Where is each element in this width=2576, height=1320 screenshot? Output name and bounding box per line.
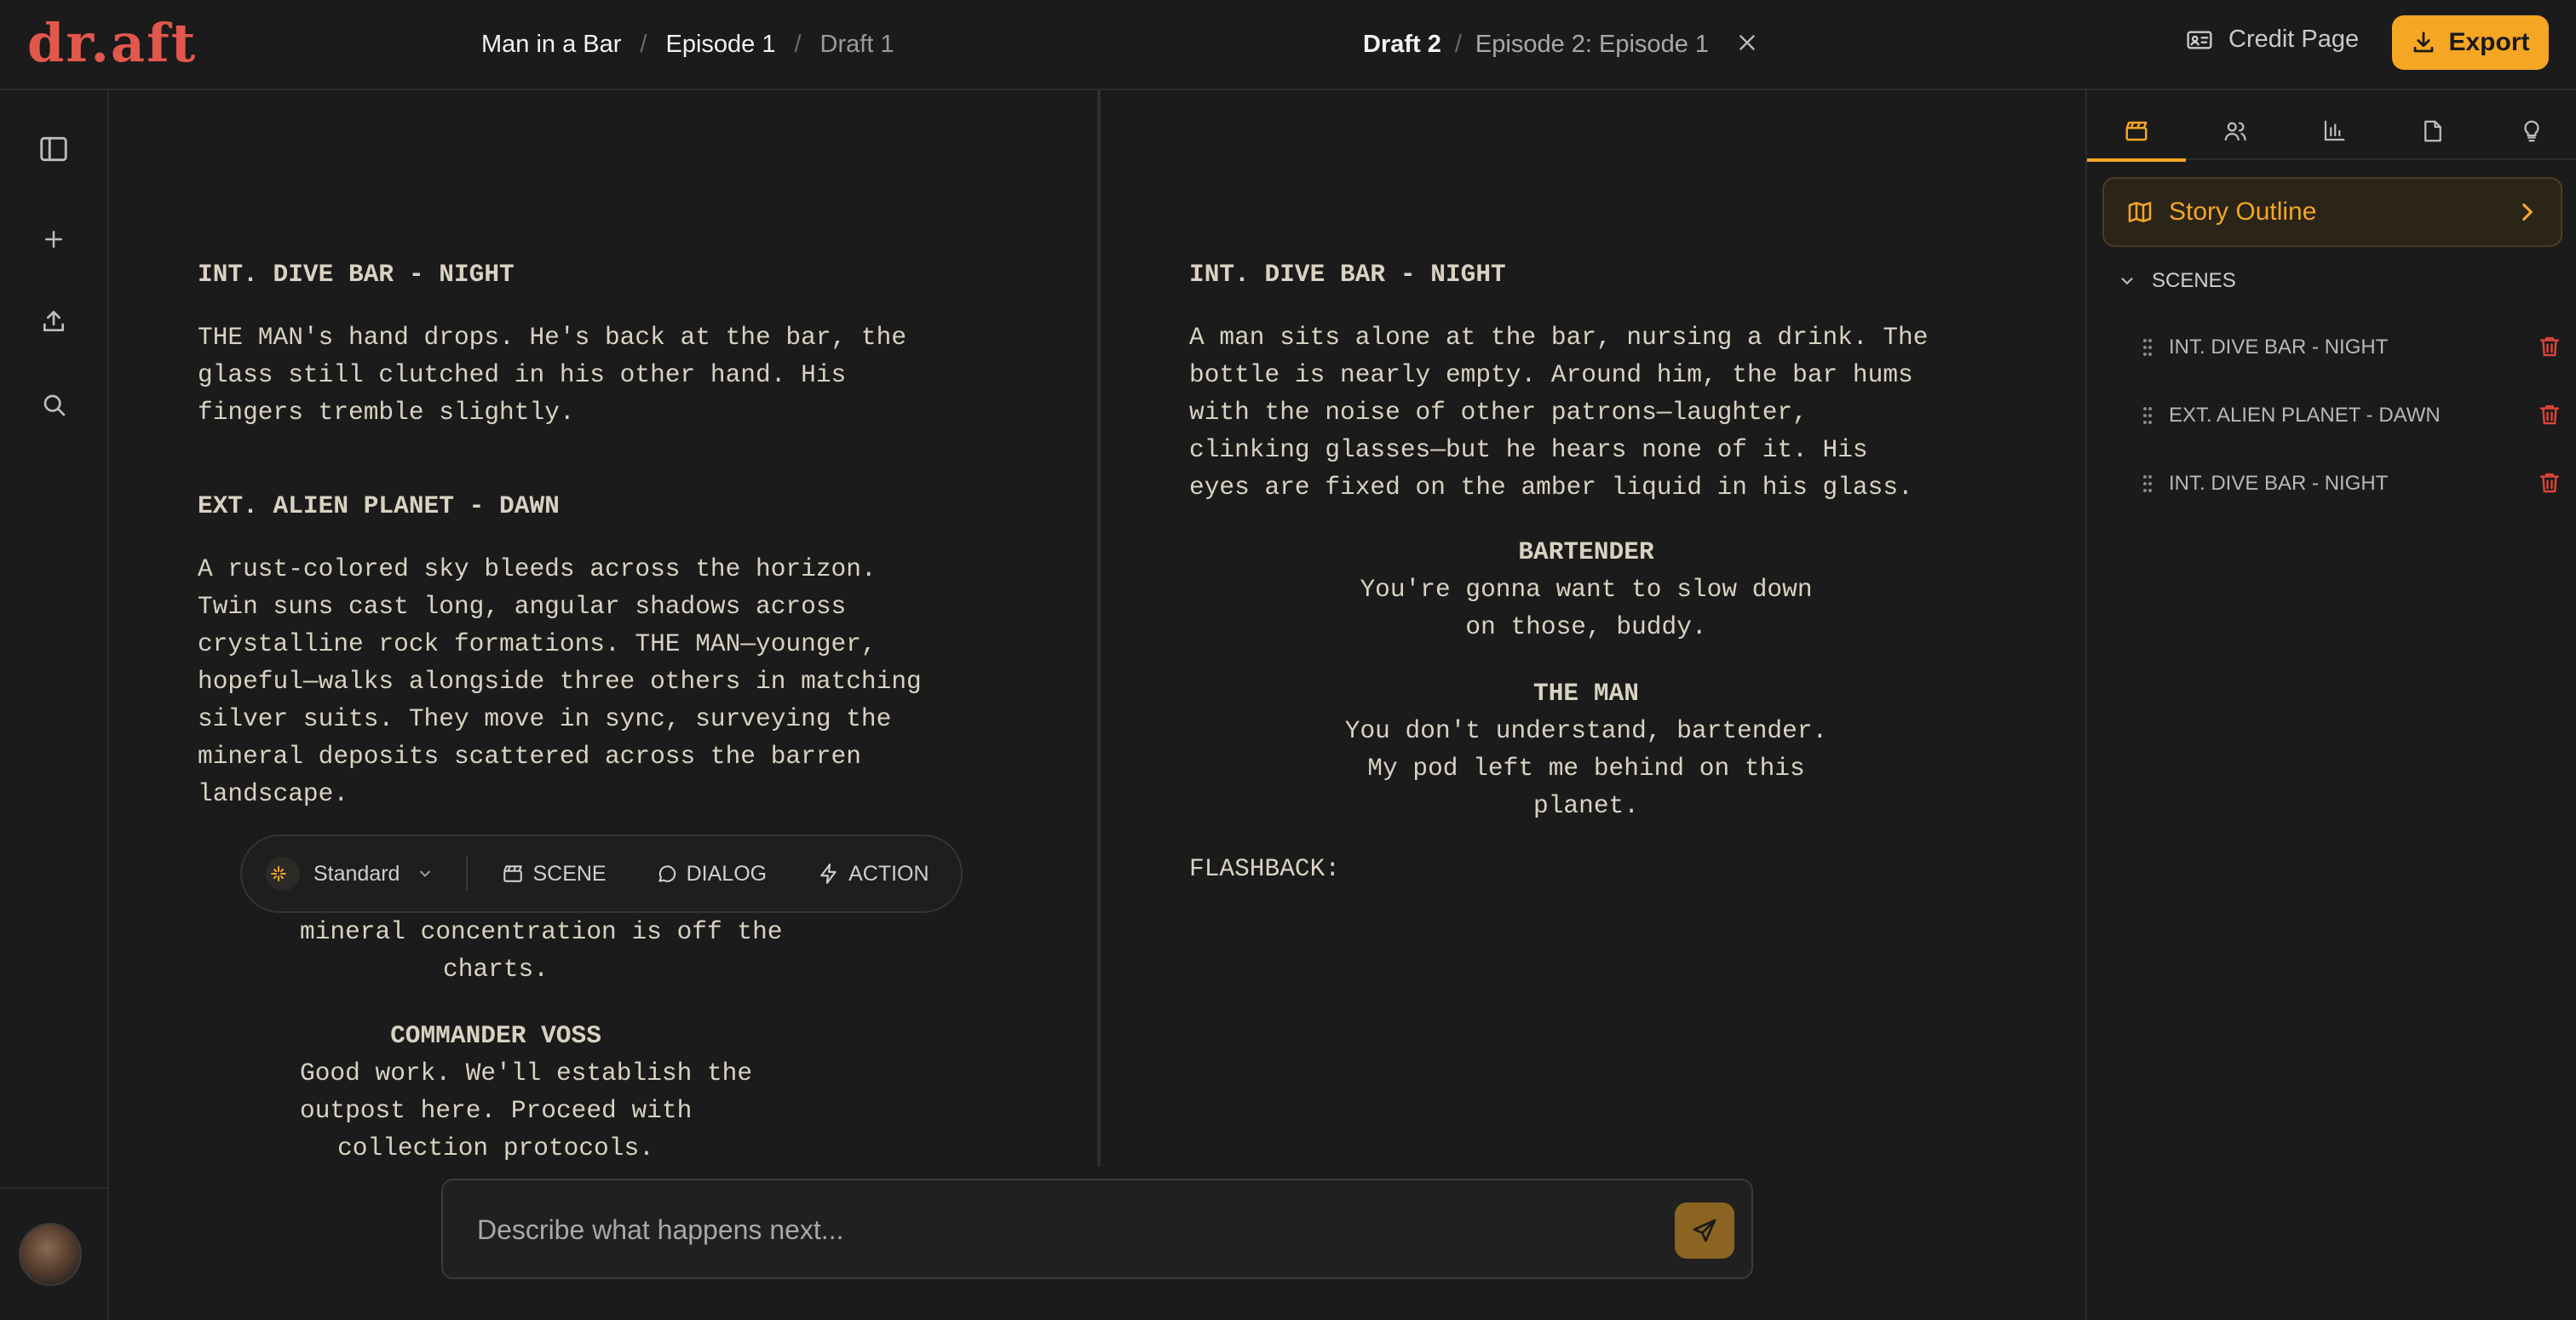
send-button[interactable] [1675, 1202, 1734, 1259]
dialog-block[interactable]: Good work. We'll establish the outpost here. Proceed with collection protocols. [300, 1059, 753, 1162]
search-icon[interactable] [34, 385, 73, 424]
scene-label: SCENE [532, 861, 607, 886]
bar-chart-icon [2321, 118, 2347, 144]
breadcrumb-project[interactable]: Man in a Bar [481, 31, 622, 58]
clapperboard-icon [502, 863, 524, 885]
story-outline-label: Story Outline [2169, 198, 2317, 226]
dialog-block[interactable]: mineral concentration is off the charts. [300, 917, 783, 984]
breadcrumb-separator: / [1454, 31, 1462, 58]
action-format-button[interactable] [767, 836, 929, 911]
lightbulb-icon [2519, 118, 2544, 144]
chevron-down-icon [417, 865, 434, 882]
trash-icon[interactable] [2537, 470, 2562, 496]
trash-icon[interactable] [2537, 334, 2562, 359]
chevron-down-icon [2118, 272, 2136, 290]
scene-list-item[interactable] [2118, 390, 2562, 441]
top-bar [0, 0, 2576, 90]
trash-icon[interactable] [2537, 402, 2562, 428]
lightning-icon [818, 863, 840, 885]
id-card-icon [2186, 26, 2213, 54]
left-rail [0, 90, 109, 1320]
drag-handle-icon[interactable] [2142, 473, 2153, 495]
tab-analytics[interactable] [2285, 106, 2383, 157]
plus-icon[interactable] [34, 220, 73, 259]
chevron-right-icon [2513, 198, 2542, 233]
draft-2-editor[interactable] [1101, 90, 2084, 1167]
scene-item-label: INT. DIVE BAR - NIGHT [2169, 336, 2389, 359]
scenes-section-header[interactable] [2118, 269, 2236, 293]
breadcrumb-compare-draft[interactable]: Draft 2 [1363, 31, 1441, 58]
panel-tabs [2087, 90, 2576, 160]
dialog-label: DIALOG [686, 861, 768, 886]
clapperboard-icon [2124, 118, 2149, 144]
close-compare-icon[interactable] [1736, 27, 1758, 61]
character-name[interactable]: THE MAN [1533, 679, 1639, 708]
dialog-block[interactable]: You don't understand, bartender. My pod left me behind on this planet. [1344, 716, 1828, 820]
scene-item-label: EXT. ALIEN PLANET - DAWN [2169, 404, 2441, 427]
export-label: Export [2448, 28, 2530, 56]
users-icon [2222, 118, 2248, 144]
character-name[interactable]: BARTENDER [1518, 537, 1654, 566]
dialog-block[interactable]: You're gonna want to slow down on those, buddy. [1360, 575, 1813, 641]
scene-list-item[interactable] [2118, 458, 2562, 509]
breadcrumb-draft[interactable]: Draft 1 [819, 31, 894, 58]
scenes-header-label: SCENES [2152, 269, 2236, 292]
prompt-input[interactable] [477, 1206, 1584, 1254]
scene-list-item[interactable] [2118, 322, 2562, 373]
drag-handle-icon[interactable] [2142, 336, 2153, 359]
draft-1-editor[interactable] [109, 90, 1097, 1167]
breadcrumb-episode[interactable]: Episode 1 [665, 31, 776, 58]
ai-prompt-box [441, 1179, 1753, 1279]
file-icon [2420, 118, 2446, 144]
breadcrumb-right [1363, 27, 1758, 61]
sidebar-toggle-icon[interactable] [34, 129, 73, 169]
tab-scenes[interactable] [2087, 106, 2186, 157]
breadcrumb-separator: / [640, 31, 647, 58]
download-icon [2411, 30, 2436, 55]
map-icon [2126, 198, 2153, 226]
breadcrumb-compare-episode[interactable]: Episode 2: Episode 1 [1475, 31, 1710, 58]
action-label: ACTION [848, 861, 929, 886]
export-button[interactable] [2392, 15, 2549, 70]
mode-select[interactable] [242, 836, 466, 911]
avatar[interactable] [19, 1223, 82, 1286]
send-icon [1691, 1217, 1718, 1244]
breadcrumb-separator: / [794, 31, 802, 58]
action-block[interactable]: A man sits alone at the bar, nursing a drink. The bottle is nearly empty. Around him, the bar hums with the noise of other patrons—laughter, clinking glasses—but he hears none of it. His eyes are fixed on the amber liquid in his glass. [1189, 323, 1929, 502]
tab-characters[interactable] [2186, 106, 2285, 157]
mode-label: Standard [313, 861, 400, 886]
character-name[interactable]: COMMANDER VOSS [390, 1021, 601, 1050]
scene-heading[interactable]: EXT. ALIEN PLANET - DAWN [198, 491, 560, 520]
tab-documents[interactable] [2383, 106, 2482, 157]
dialog-format-button[interactable] [607, 836, 767, 911]
drag-handle-icon[interactable] [2142, 405, 2153, 427]
scene-format-button[interactable] [468, 836, 606, 911]
format-toolbar [240, 835, 963, 913]
scene-heading[interactable]: INT. DIVE BAR - NIGHT [198, 260, 515, 289]
scene-item-label: INT. DIVE BAR - NIGHT [2169, 472, 2389, 495]
credit-page-button[interactable] [2186, 26, 2359, 54]
tab-ideas[interactable] [2482, 106, 2576, 157]
action-block[interactable]: THE MAN's hand drops. He's back at the bar, the glass still clutched in his other hand. His fingers tremble slightly. [198, 323, 907, 427]
scene-heading[interactable]: INT. DIVE BAR - NIGHT [1189, 260, 1506, 289]
app-logo[interactable]: dr.aft [27, 12, 198, 74]
sparkle-icon [266, 857, 300, 891]
upload-icon[interactable] [34, 301, 73, 341]
speech-bubble-icon [656, 863, 678, 885]
action-block-active[interactable]: A rust-colored sky bleeds across the horizon. Twin suns cast long, angular shadows across crystalline rock formations. THE MAN—younger, hopeful—walks alongside three others in matching silver suits. They move in sync, surveying the mineral deposits scattered across the barren landscape. [198, 554, 922, 808]
breadcrumb-left [481, 27, 894, 61]
right-panel [2085, 90, 2576, 1320]
transition[interactable]: FLASHBACK: [1189, 854, 1341, 883]
story-outline-button[interactable] [2102, 177, 2562, 247]
credit-page-label: Credit Page [2228, 26, 2360, 53]
rail-divider [0, 1187, 109, 1189]
